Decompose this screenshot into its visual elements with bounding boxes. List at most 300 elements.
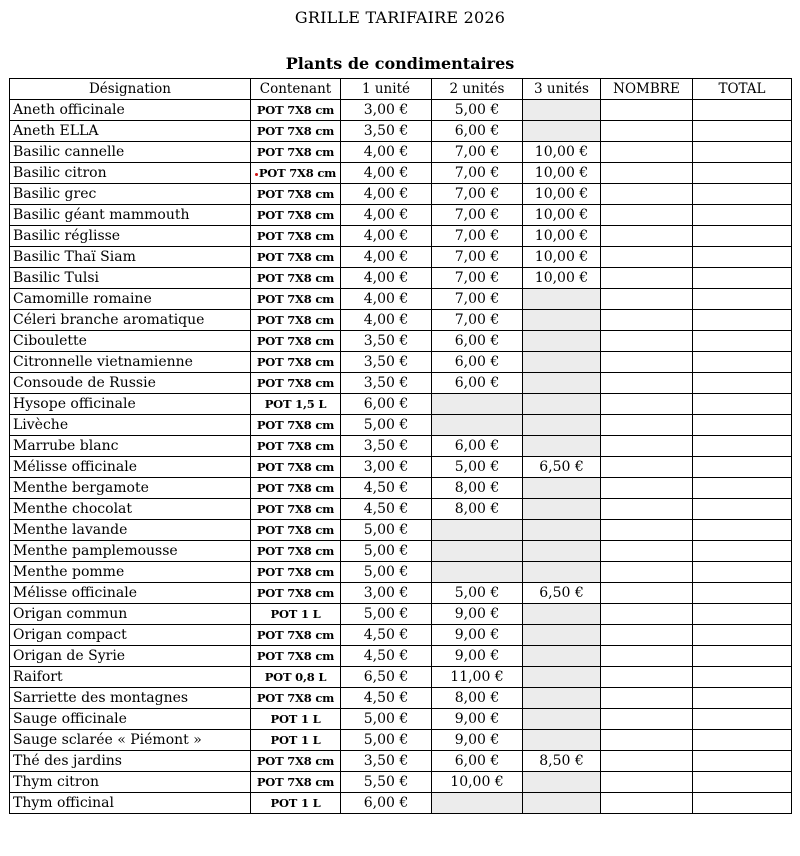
cell-nombre[interactable] bbox=[601, 184, 693, 205]
cell-nombre[interactable] bbox=[601, 646, 693, 667]
cell-price-2: 7,00 € bbox=[432, 226, 523, 247]
cell-designation: Mélisse officinale bbox=[10, 583, 251, 604]
cell-nombre[interactable] bbox=[601, 352, 693, 373]
cell-nombre[interactable] bbox=[601, 142, 693, 163]
cell-designation: Origan de Syrie bbox=[10, 646, 251, 667]
cell-nombre[interactable] bbox=[601, 247, 693, 268]
cell-price-2: 9,00 € bbox=[432, 730, 523, 751]
cell-price-1: 3,50 € bbox=[341, 751, 432, 772]
cell-price-2: 6,00 € bbox=[432, 373, 523, 394]
cell-price-1: 5,00 € bbox=[341, 709, 432, 730]
cell-designation: Menthe pamplemousse bbox=[10, 541, 251, 562]
cell-contenant bbox=[251, 289, 341, 310]
table-row bbox=[10, 646, 792, 667]
cell-total[interactable] bbox=[693, 478, 792, 499]
document-title: GRILLE TARIFAIRE 2026 bbox=[294, 8, 506, 27]
cell-total[interactable] bbox=[693, 583, 792, 604]
cell-total[interactable] bbox=[693, 772, 792, 793]
cell-price-1: 5,00 € bbox=[341, 562, 432, 583]
cell-nombre[interactable] bbox=[601, 100, 693, 121]
cell-nombre[interactable] bbox=[601, 226, 693, 247]
cell-price-3 bbox=[523, 415, 601, 436]
cell-contenant bbox=[251, 478, 341, 499]
cell-price-2: 7,00 € bbox=[432, 289, 523, 310]
table-row bbox=[10, 625, 792, 646]
red-dot-marker bbox=[255, 173, 258, 176]
table-row bbox=[10, 247, 792, 268]
cell-price-3 bbox=[523, 604, 601, 625]
cell-price-3 bbox=[523, 541, 601, 562]
cell-price-2: 8,00 € bbox=[432, 688, 523, 709]
contenant-label: POT 7X8 cm bbox=[256, 145, 335, 159]
cell-total[interactable] bbox=[693, 100, 792, 121]
cell-price-2: 7,00 € bbox=[432, 247, 523, 268]
cell-designation: Thym citron bbox=[10, 772, 251, 793]
table-row bbox=[10, 604, 792, 625]
contenant-label: POT 7X8 cm bbox=[256, 481, 335, 495]
cell-total[interactable] bbox=[693, 394, 792, 415]
cell-total[interactable] bbox=[693, 457, 792, 478]
cell-price-2: 9,00 € bbox=[432, 709, 523, 730]
cell-total[interactable] bbox=[693, 121, 792, 142]
table-row bbox=[10, 667, 792, 688]
cell-price-1: 4,00 € bbox=[341, 163, 432, 184]
cell-price-1: 4,00 € bbox=[341, 289, 432, 310]
cell-designation: Sauge officinale bbox=[10, 709, 251, 730]
cell-contenant bbox=[251, 793, 341, 814]
cell-designation: Citronnelle vietnamienne bbox=[10, 352, 251, 373]
cell-price-2: 5,00 € bbox=[432, 100, 523, 121]
contenant-label: POT 1 L bbox=[270, 733, 321, 747]
header-2-unites: 2 unités bbox=[432, 79, 523, 100]
cell-designation: Basilic citron bbox=[10, 163, 251, 184]
cell-price-3 bbox=[523, 394, 601, 415]
cell-price-1: 4,50 € bbox=[341, 478, 432, 499]
cell-designation: Aneth officinale bbox=[10, 100, 251, 121]
cell-price-2: 8,00 € bbox=[432, 478, 523, 499]
cell-nombre[interactable] bbox=[601, 541, 693, 562]
cell-contenant bbox=[251, 415, 341, 436]
cell-nombre[interactable] bbox=[601, 793, 693, 814]
cell-nombre[interactable] bbox=[601, 205, 693, 226]
table-row bbox=[10, 184, 792, 205]
section-title: Plants de condimentaires bbox=[285, 54, 515, 73]
cell-designation: Basilic Thaï Siam bbox=[10, 247, 251, 268]
table-row bbox=[10, 772, 792, 793]
cell-contenant bbox=[251, 667, 341, 688]
cell-price-1: 4,50 € bbox=[341, 499, 432, 520]
table-row bbox=[10, 352, 792, 373]
cell-price-2: 9,00 € bbox=[432, 604, 523, 625]
cell-price-2: 7,00 € bbox=[432, 268, 523, 289]
cell-price-3: 6,50 € bbox=[523, 457, 601, 478]
cell-total[interactable] bbox=[693, 625, 792, 646]
cell-price-1: 5,00 € bbox=[341, 604, 432, 625]
cell-designation: Ciboulette bbox=[10, 331, 251, 352]
table-body bbox=[10, 100, 792, 814]
cell-contenant bbox=[251, 730, 341, 751]
table-row bbox=[10, 226, 792, 247]
cell-total[interactable] bbox=[693, 226, 792, 247]
cell-nombre[interactable] bbox=[601, 331, 693, 352]
cell-contenant bbox=[251, 541, 341, 562]
cell-contenant bbox=[251, 268, 341, 289]
table-row bbox=[10, 709, 792, 730]
cell-contenant bbox=[251, 688, 341, 709]
table-row bbox=[10, 100, 792, 121]
cell-contenant bbox=[251, 751, 341, 772]
contenant-label: POT 7X8 cm bbox=[256, 439, 335, 453]
cell-price-2: 10,00 € bbox=[432, 772, 523, 793]
table-row bbox=[10, 373, 792, 394]
contenant-label: POT 7X8 cm bbox=[256, 271, 335, 285]
cell-designation: Origan compact bbox=[10, 625, 251, 646]
cell-contenant bbox=[251, 583, 341, 604]
cell-price-2: 5,00 € bbox=[432, 457, 523, 478]
contenant-label: POT 7X8 cm bbox=[256, 187, 335, 201]
cell-nombre[interactable] bbox=[601, 730, 693, 751]
cell-price-2: 6,00 € bbox=[432, 436, 523, 457]
price-table bbox=[9, 78, 792, 814]
cell-price-1: 4,00 € bbox=[341, 226, 432, 247]
header-contenant: Contenant bbox=[251, 79, 341, 100]
cell-designation: Basilic Tulsi bbox=[10, 268, 251, 289]
cell-total[interactable] bbox=[693, 562, 792, 583]
cell-price-1: 6,50 € bbox=[341, 667, 432, 688]
cell-nombre[interactable] bbox=[601, 562, 693, 583]
cell-total[interactable] bbox=[693, 352, 792, 373]
cell-price-2: 5,00 € bbox=[432, 583, 523, 604]
cell-contenant bbox=[251, 373, 341, 394]
cell-price-1: 3,00 € bbox=[341, 583, 432, 604]
contenant-label: POT 7X8 cm bbox=[256, 250, 335, 264]
cell-contenant bbox=[251, 247, 341, 268]
cell-price-3: 10,00 € bbox=[523, 247, 601, 268]
table-row bbox=[10, 751, 792, 772]
cell-designation: Sarriette des montagnes bbox=[10, 688, 251, 709]
cell-price-3: 10,00 € bbox=[523, 226, 601, 247]
cell-price-1: 3,50 € bbox=[341, 121, 432, 142]
contenant-label: POT 7X8 cm bbox=[256, 418, 335, 432]
cell-contenant bbox=[251, 646, 341, 667]
cell-price-3 bbox=[523, 709, 601, 730]
cell-nombre[interactable] bbox=[601, 772, 693, 793]
cell-contenant bbox=[251, 625, 341, 646]
cell-designation: Hysope officinale bbox=[10, 394, 251, 415]
cell-designation: Menthe pomme bbox=[10, 562, 251, 583]
table-row bbox=[10, 730, 792, 751]
cell-designation: Camomille romaine bbox=[10, 289, 251, 310]
cell-price-3: 10,00 € bbox=[523, 184, 601, 205]
cell-contenant bbox=[251, 100, 341, 121]
cell-price-1: 3,50 € bbox=[341, 331, 432, 352]
header-3-unites: 3 unités bbox=[523, 79, 601, 100]
cell-price-3 bbox=[523, 520, 601, 541]
cell-nombre[interactable] bbox=[601, 268, 693, 289]
cell-nombre[interactable] bbox=[601, 583, 693, 604]
cell-price-2: 6,00 € bbox=[432, 352, 523, 373]
table-row bbox=[10, 499, 792, 520]
table-row bbox=[10, 121, 792, 142]
cell-price-1: 4,00 € bbox=[341, 268, 432, 289]
cell-price-1: 4,00 € bbox=[341, 184, 432, 205]
cell-total[interactable] bbox=[693, 184, 792, 205]
cell-price-2: 7,00 € bbox=[432, 184, 523, 205]
cell-contenant bbox=[251, 709, 341, 730]
cell-price-1: 5,50 € bbox=[341, 772, 432, 793]
cell-nombre[interactable] bbox=[601, 289, 693, 310]
cell-total[interactable] bbox=[693, 751, 792, 772]
cell-price-3: 10,00 € bbox=[523, 205, 601, 226]
cell-price-3 bbox=[523, 478, 601, 499]
cell-contenant bbox=[251, 121, 341, 142]
table-row bbox=[10, 415, 792, 436]
cell-contenant bbox=[251, 310, 341, 331]
table-row bbox=[10, 520, 792, 541]
cell-nombre[interactable] bbox=[601, 625, 693, 646]
table-row bbox=[10, 541, 792, 562]
contenant-label: POT 7X8 cm bbox=[256, 292, 335, 306]
contenant-label: POT 1 L bbox=[270, 712, 321, 726]
cell-price-2: 6,00 € bbox=[432, 121, 523, 142]
table-row bbox=[10, 436, 792, 457]
contenant-label: POT 7X8 cm bbox=[256, 313, 335, 327]
cell-nombre[interactable] bbox=[601, 415, 693, 436]
cell-price-3 bbox=[523, 688, 601, 709]
cell-price-2 bbox=[432, 541, 523, 562]
cell-price-1: 3,00 € bbox=[341, 457, 432, 478]
cell-price-1: 3,00 € bbox=[341, 100, 432, 121]
cell-price-1: 3,50 € bbox=[341, 352, 432, 373]
cell-price-1: 6,00 € bbox=[341, 394, 432, 415]
cell-total[interactable] bbox=[693, 163, 792, 184]
cell-designation: Aneth ELLA bbox=[10, 121, 251, 142]
cell-nombre[interactable] bbox=[601, 478, 693, 499]
cell-designation: Basilic cannelle bbox=[10, 142, 251, 163]
cell-total[interactable] bbox=[693, 499, 792, 520]
cell-price-3 bbox=[523, 436, 601, 457]
cell-contenant bbox=[251, 352, 341, 373]
table-row bbox=[10, 394, 792, 415]
contenant-label: POT 7X8 cm bbox=[256, 754, 335, 768]
cell-contenant bbox=[251, 436, 341, 457]
contenant-label: POT 7X8 cm bbox=[256, 103, 335, 117]
cell-price-1: 5,00 € bbox=[341, 415, 432, 436]
cell-total[interactable] bbox=[693, 709, 792, 730]
cell-price-3 bbox=[523, 646, 601, 667]
cell-nombre[interactable] bbox=[601, 436, 693, 457]
cell-nombre[interactable] bbox=[601, 751, 693, 772]
contenant-label: POT 7X8 cm bbox=[256, 691, 335, 705]
cell-price-2: 7,00 € bbox=[432, 205, 523, 226]
cell-price-1: 6,00 € bbox=[341, 793, 432, 814]
cell-price-3 bbox=[523, 289, 601, 310]
cell-price-2: 6,00 € bbox=[432, 331, 523, 352]
table-row bbox=[10, 688, 792, 709]
cell-price-2 bbox=[432, 793, 523, 814]
cell-total[interactable] bbox=[693, 142, 792, 163]
cell-contenant bbox=[251, 604, 341, 625]
cell-nombre[interactable] bbox=[601, 163, 693, 184]
table-header-row bbox=[10, 79, 792, 100]
header-nombre: NOMBRE bbox=[601, 79, 693, 100]
cell-price-3 bbox=[523, 100, 601, 121]
cell-designation: Marrube blanc bbox=[10, 436, 251, 457]
cell-price-3 bbox=[523, 625, 601, 646]
cell-price-3 bbox=[523, 772, 601, 793]
contenant-label: POT 1 L bbox=[270, 796, 321, 810]
contenant-label: POT 7X8 cm bbox=[256, 523, 335, 537]
cell-price-2: 6,00 € bbox=[432, 751, 523, 772]
cell-price-3 bbox=[523, 352, 601, 373]
cell-total[interactable] bbox=[693, 310, 792, 331]
contenant-label: POT 1 L bbox=[270, 607, 321, 621]
table-row bbox=[10, 142, 792, 163]
cell-nombre[interactable] bbox=[601, 688, 693, 709]
cell-price-3: 10,00 € bbox=[523, 163, 601, 184]
cell-price-1: 4,00 € bbox=[341, 205, 432, 226]
cell-contenant bbox=[251, 226, 341, 247]
table-row bbox=[10, 268, 792, 289]
cell-price-3 bbox=[523, 667, 601, 688]
cell-nombre[interactable] bbox=[601, 520, 693, 541]
cell-contenant bbox=[251, 142, 341, 163]
cell-total[interactable] bbox=[693, 667, 792, 688]
cell-designation: Mélisse officinale bbox=[10, 457, 251, 478]
header-total: TOTAL bbox=[693, 79, 792, 100]
cell-price-1: 4,50 € bbox=[341, 688, 432, 709]
cell-total[interactable] bbox=[693, 604, 792, 625]
contenant-label: POT 0,8 L bbox=[264, 670, 327, 684]
contenant-label: POT 7X8 cm bbox=[256, 208, 335, 222]
table-row bbox=[10, 163, 792, 184]
cell-designation: Basilic géant mammouth bbox=[10, 205, 251, 226]
cell-nombre[interactable] bbox=[601, 310, 693, 331]
contenant-label: POT 7X8 cm bbox=[256, 124, 335, 138]
cell-price-2: 9,00 € bbox=[432, 625, 523, 646]
cell-price-1: 3,50 € bbox=[341, 373, 432, 394]
cell-price-1: 4,00 € bbox=[341, 310, 432, 331]
cell-total[interactable] bbox=[693, 688, 792, 709]
cell-price-1: 4,50 € bbox=[341, 646, 432, 667]
cell-contenant bbox=[251, 163, 341, 184]
cell-total[interactable] bbox=[693, 541, 792, 562]
cell-nombre[interactable] bbox=[601, 667, 693, 688]
cell-designation: Livèche bbox=[10, 415, 251, 436]
table-row bbox=[10, 205, 792, 226]
contenant-label: POT 1,5 L bbox=[264, 397, 327, 411]
table-row bbox=[10, 478, 792, 499]
cell-nombre[interactable] bbox=[601, 457, 693, 478]
contenant-label: POT 7X8 cm bbox=[256, 460, 335, 474]
cell-designation: Sauge sclarée « Piémont » bbox=[10, 730, 251, 751]
contenant-label: POT 7X8 cm bbox=[256, 586, 335, 600]
cell-designation: Menthe chocolat bbox=[10, 499, 251, 520]
cell-price-3 bbox=[523, 499, 601, 520]
cell-price-3: 8,50 € bbox=[523, 751, 601, 772]
contenant-label: POT 7X8 cm bbox=[256, 565, 335, 579]
contenant-label: POT 7X8 cm bbox=[256, 502, 335, 516]
table-row bbox=[10, 562, 792, 583]
cell-total[interactable] bbox=[693, 520, 792, 541]
cell-contenant bbox=[251, 772, 341, 793]
cell-price-2: 8,00 € bbox=[432, 499, 523, 520]
cell-price-1: 4,00 € bbox=[341, 247, 432, 268]
contenant-label: POT 7X8 cm bbox=[256, 334, 335, 348]
cell-designation: Menthe bergamote bbox=[10, 478, 251, 499]
cell-price-3 bbox=[523, 121, 601, 142]
cell-price-3: 10,00 € bbox=[523, 142, 601, 163]
cell-nombre[interactable] bbox=[601, 709, 693, 730]
cell-nombre[interactable] bbox=[601, 373, 693, 394]
cell-total[interactable] bbox=[693, 646, 792, 667]
cell-total[interactable] bbox=[693, 730, 792, 751]
cell-designation: Basilic réglisse bbox=[10, 226, 251, 247]
cell-price-1: 5,00 € bbox=[341, 541, 432, 562]
table-row bbox=[10, 310, 792, 331]
contenant-label: POT 7X8 cm bbox=[256, 649, 335, 663]
cell-contenant bbox=[251, 562, 341, 583]
cell-price-2: 11,00 € bbox=[432, 667, 523, 688]
cell-total[interactable] bbox=[693, 793, 792, 814]
cell-price-1: 4,50 € bbox=[341, 625, 432, 646]
header-designation: Désignation bbox=[10, 79, 251, 100]
cell-price-3: 10,00 € bbox=[523, 268, 601, 289]
contenant-label: POT 7X8 cm bbox=[256, 229, 335, 243]
cell-price-2 bbox=[432, 394, 523, 415]
cell-price-1: 3,50 € bbox=[341, 436, 432, 457]
cell-total[interactable] bbox=[693, 289, 792, 310]
cell-total[interactable] bbox=[693, 247, 792, 268]
cell-price-3 bbox=[523, 310, 601, 331]
table-row bbox=[10, 583, 792, 604]
cell-price-3 bbox=[523, 730, 601, 751]
cell-nombre[interactable] bbox=[601, 121, 693, 142]
cell-price-3: 6,50 € bbox=[523, 583, 601, 604]
cell-total[interactable] bbox=[693, 331, 792, 352]
cell-price-1: 5,00 € bbox=[341, 730, 432, 751]
cell-contenant bbox=[251, 520, 341, 541]
cell-total[interactable] bbox=[693, 415, 792, 436]
cell-designation: Thé des jardins bbox=[10, 751, 251, 772]
cell-total[interactable] bbox=[693, 436, 792, 457]
cell-price-2: 7,00 € bbox=[432, 310, 523, 331]
cell-contenant bbox=[251, 394, 341, 415]
cell-contenant bbox=[251, 331, 341, 352]
cell-designation: Raifort bbox=[10, 667, 251, 688]
cell-price-2 bbox=[432, 415, 523, 436]
cell-price-3 bbox=[523, 793, 601, 814]
cell-contenant bbox=[251, 457, 341, 478]
cell-total[interactable] bbox=[693, 373, 792, 394]
contenant-label: POT 7X8 cm bbox=[256, 355, 335, 369]
table-row bbox=[10, 289, 792, 310]
cell-price-2 bbox=[432, 562, 523, 583]
cell-price-3 bbox=[523, 331, 601, 352]
cell-total[interactable] bbox=[693, 205, 792, 226]
cell-nombre[interactable] bbox=[601, 394, 693, 415]
cell-price-3 bbox=[523, 373, 601, 394]
cell-total[interactable] bbox=[693, 268, 792, 289]
cell-nombre[interactable] bbox=[601, 604, 693, 625]
contenant-label: POT 7X8 cm bbox=[256, 544, 335, 558]
cell-contenant bbox=[251, 499, 341, 520]
cell-price-1: 5,00 € bbox=[341, 520, 432, 541]
cell-designation: Origan commun bbox=[10, 604, 251, 625]
cell-designation: Céleri branche aromatique bbox=[10, 310, 251, 331]
cell-nombre[interactable] bbox=[601, 499, 693, 520]
cell-designation: Thym officinal bbox=[10, 793, 251, 814]
